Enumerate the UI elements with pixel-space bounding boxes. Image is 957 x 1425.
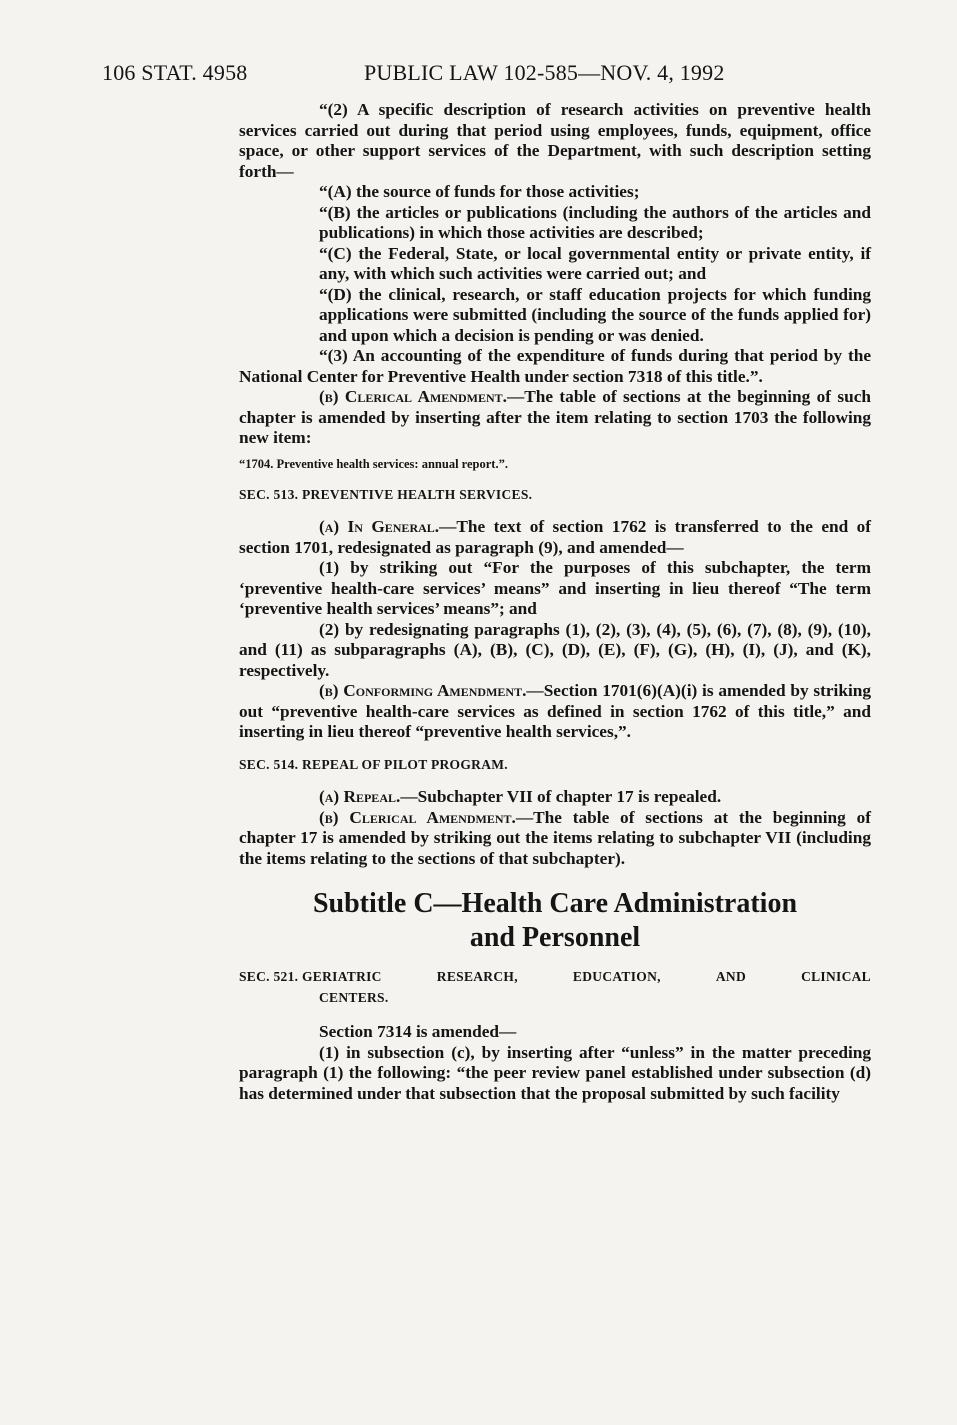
section-7314-intro: Section 7314 is amended— — [319, 1022, 517, 1041]
section-521-word-1: SEC. 521. GERIATRIC — [239, 969, 382, 984]
paragraph-2: “(2) A specific description of research activities on preventive health services carried out during that period using employees, funds, equipment, office space, or other support services of the Department, with such description setting forth— — [239, 100, 871, 181]
subparagraph-c: “(C) the Federal, State, or local governmental entity or private entity, if any, with which such activities were carried out; and — [319, 243, 871, 283]
subtitle-c-heading — [239, 887, 871, 955]
section-513-a-2: (2) by redesignating paragraphs (1), (2), (3), (4), (5), (6), (7), (8), (9), (10), and (11) as subparagraphs (A), (B), (C), (D), (E), (F), (G), (H), (I), (J), and (K), respectively. — [239, 619, 871, 680]
subtitle-line-1: Subtitle C—Health Care Administration — [312, 888, 798, 919]
subparagraph-b: “(B) the articles or publications (including the authors of the articles and publications) in which those activities are described; — [319, 202, 871, 242]
section-514-heading: SEC. 514. REPEAL OF PILOT PROGRAM. — [239, 756, 508, 772]
section-521-word-4: AND — [715, 969, 747, 984]
clerical-amendment-text: —The table of sections at the beginning of such chapter is amended by inserting after the item relating to section 1703 the following new item: — [239, 387, 871, 447]
section-514-a — [239, 787, 871, 808]
clerical-amendment-514-heading: (b) Clerical Amendment. — [319, 807, 516, 827]
clerical-amendment-514-text: —The table of sections at the beginning of chapter 17 is amended by striking out the items relating to subchapter VII (including the items relating to the sections of that subchapter). — [239, 807, 871, 868]
repeal-text: —Subchapter VII of chapter 17 is repealed. — [400, 787, 722, 806]
stat-citation: 106 STAT. 4958 — [102, 60, 248, 85]
repeal-heading: (a) Repeal. — [319, 787, 401, 806]
table-item-1704: “1704. Preventive health services: annual report.”. — [239, 456, 508, 471]
paragraph-3: “(3) An accounting of the expenditure of funds during that period by the National Center for Preventive Health under section 7318 of this title.”. — [239, 346, 871, 386]
section-514-b — [239, 808, 871, 870]
clerical-amendment-paragraph — [239, 387, 871, 449]
subparagraph-d: “(D) the clinical, research, or staff education projects for which funding applications were submitted (including the source of the funds applied for) and upon which a decision is pending or was denied. — [319, 284, 871, 345]
document-body — [239, 100, 871, 1104]
subparagraph-a: “(A) the source of funds for those activities; — [319, 182, 640, 201]
clerical-amendment-heading: (b) Clerical Amendment. — [319, 387, 507, 406]
section-7314-paragraph-1: (1) in subsection (c), by inserting after “unless” in the matter preceding paragraph (1) the following: “the peer review panel established under subsection (d) has determined under that subsection that the proposal submitted by such facility — [239, 1042, 871, 1103]
section-521-heading-continued: CENTERS. — [319, 989, 389, 1005]
in-general-text: —The text of section 1762 is transferred to the end of section 1701, redesignated as paragraph (9), and amended— — [239, 517, 872, 557]
subtitle-line-2: and Personnel — [469, 922, 641, 953]
in-general-heading: (a) In General. — [319, 517, 440, 536]
section-513-heading: SEC. 513. PREVENTIVE HEALTH SERVICES. — [239, 486, 533, 502]
section-521-word-3: EDUCATION, — [572, 969, 661, 984]
conforming-amendment-heading: (b) Conforming Amendment. — [319, 681, 527, 700]
section-513-a — [239, 517, 871, 558]
public-law-citation: PUBLIC LAW 102-585—NOV. 4, 1992 — [364, 60, 725, 85]
conforming-amendment-text: —Section 1701(6)(A)(i) is amended by striking out “preventive health-care services as defined in section 1762 of this title,” and inserting in lieu thereof “preventive health services,”. — [239, 681, 871, 741]
section-521-heading — [239, 967, 871, 1008]
section-513-a-1: (1) by striking out “For the purposes of this subchapter, the term ‘preventive health-care services’ means” and inserting in lieu thereof “The term ‘preventive health services’ means”; and — [239, 558, 871, 618]
section-521-word-5: CLINICAL — [801, 969, 871, 984]
section-521-word-2: RESEARCH, — [436, 969, 518, 984]
section-513-b — [239, 681, 871, 743]
